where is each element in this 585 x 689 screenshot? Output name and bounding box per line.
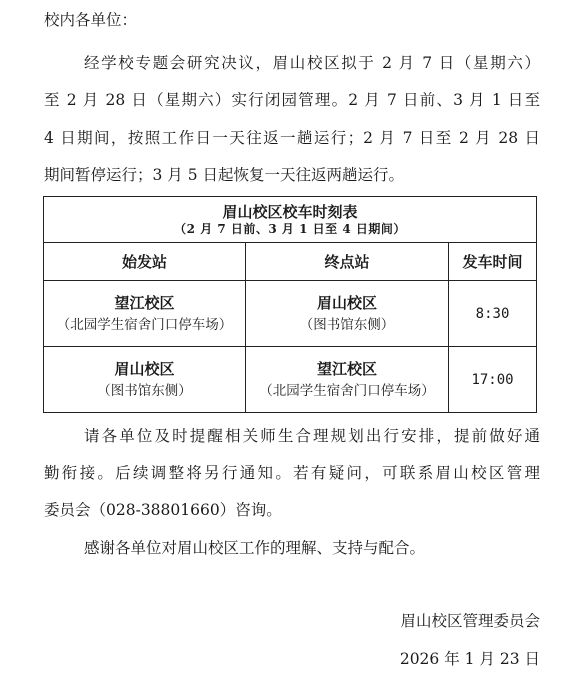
table-row (44, 347, 537, 413)
origin-name: 眉山校区 (114, 359, 175, 378)
table-title-row (44, 197, 537, 243)
paragraph-line: 期间暂停运行；3 月 5 日起恢复一天往返两趟运行。 (44, 166, 405, 184)
paragraph-line: 委员会（028-38801660）咨询。 (44, 501, 282, 519)
header-origin: 始发站 (44, 243, 246, 281)
header-departure-time: 发车时间 (449, 243, 537, 281)
table-title: 眉山校区校车时刻表 (222, 202, 358, 221)
departure-time: 17:00 (449, 347, 537, 413)
destination-name: 眉山校区 (316, 293, 377, 312)
paragraph-line: 经学校专题会研究决议，眉山校区拟于 2 月 7 日（星期六） (84, 54, 540, 72)
paragraph-thanks: 感谢各单位对眉山校区工作的理解、支持与配合。 (84, 539, 426, 557)
paragraph-line: 勤衔接。后续调整将另行通知。若有疑问，可联系眉山校区管理 (44, 464, 540, 482)
bus-schedule-table (43, 196, 537, 413)
departure-time: 8:30 (449, 281, 537, 347)
paragraph-line: 4 日期间，按照工作日一天往返一趟运行；2 月 7 日至 2 月 28 日 (44, 129, 540, 147)
origin-cell (44, 347, 246, 413)
destination-location: （北园学生宿舍门口停车场） (259, 382, 435, 399)
origin-location: （图书馆东侧） (97, 382, 192, 399)
destination-name: 望江校区 (316, 359, 377, 378)
origin-name: 望江校区 (114, 293, 175, 312)
table-subtitle: （2 月 7 日前、3 月 1 日至 4 日期间） (174, 221, 406, 236)
table-row (44, 281, 537, 347)
header-destination: 终点站 (246, 243, 449, 281)
signature-organization: 眉山校区管理委员会 (400, 612, 540, 630)
table-header-row (44, 243, 537, 281)
origin-location: （北园学生宿舍门口停车场） (56, 316, 233, 333)
destination-cell (246, 281, 449, 347)
origin-cell (44, 281, 246, 347)
destination-cell (246, 347, 449, 413)
paragraph-line: 至 2 月 28 日（星期六）实行闭园管理。2 月 7 日前、3 月 1 日至 (44, 91, 540, 109)
destination-location: （图书馆东侧） (299, 316, 395, 333)
paragraph-line: 请各单位及时提醒相关师生合理规划出行安排，提前做好通 (84, 427, 540, 445)
salutation: 校内各单位： (44, 11, 138, 29)
signature-date: 2026 年 1 月 23 日 (399, 650, 540, 668)
